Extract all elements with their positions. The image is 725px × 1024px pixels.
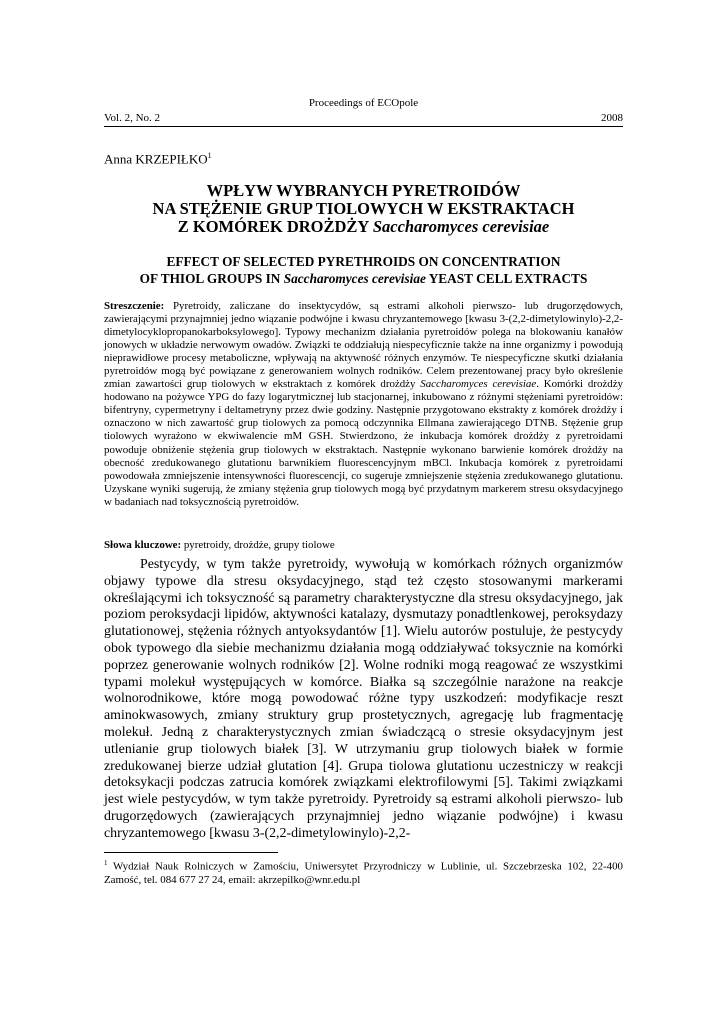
title-english xyxy=(104,254,623,287)
abstract xyxy=(104,300,623,509)
title-polish xyxy=(104,182,623,236)
keywords-text: pyretroidy, drożdże, grupy tiolowe xyxy=(181,539,335,551)
title-pl-line1: WPŁYW WYBRANYCH PYRETROIDÓW xyxy=(206,181,521,200)
author-footnote-mark: 1 xyxy=(207,151,212,160)
keywords xyxy=(104,539,623,551)
title-pl-line2: NA STĘŻENIE GRUP TIOLOWYCH W EKSTRAKTACH xyxy=(152,199,575,218)
author-text: Anna KRZEPIŁKO xyxy=(104,151,208,167)
title-pl-species: Saccharomyces cerevisiae xyxy=(372,217,550,236)
abstract-label: Streszczenie: xyxy=(104,300,165,312)
volume-row xyxy=(104,112,623,124)
body-paragraph: Pestycydy, w tym także pyretroidy, wywołują w komórkach różnych organizmów objawy typowe dla stresu oksydacyjnego, stąd też często stosowanymi markerami określającymi ich toksyczność są parametry charakterystyczne dla stresu oksydacyjnego, jak poziom peroksydacji lipidów, aktywności katalazy, dysmutazy ponadtlenkowej, peroksydazy glutationowej, stężenia różnych antyoksydantów [1]. Wielu autorów postuluje, że pestycydy obok typowego dla siebie mechanizmu działania mogą oddziaływać toksycznie na komórki poprzez generowanie wolnych rodników [2]. Wolne rodniki mogą reagować ze wszystkimi typami molekuł występujących w komórce. Białka są szczególnie narażone na reakcje wolnorodnikowe, które mogą powodować różne typy uszkodzeń: modyfikacje reszt aminokwasowych, zmiany struktury grup prostetycznych, agregację lub fragmentację molekuł. Jedną z charakterystycznych zmian świadczącą o stresie oksydacyjnym jest utlenianie grup tiolowych białek [3]. W utrzymaniu grup tiolowych białek w formie zredukowanej bierze udział glutation [4]. Grupa tiolowa glutationu uczestniczy w reakcji detoksykacji podczas zatrucia komórek związkami elektrofilowymi [5]. Takimi związkami jest wiele pestycydów, w tym także pyretroidy. Pyretroidy są estrami alkoholi pierwszo- lub drugorzędowych (zawierających przynajmniej jedno wiązanie podwójne) i kwasu chryzantemowego [kwasu 3-(2,2-dimetylowinylo)-2,2- xyxy=(104,557,623,841)
title-pl-line3 xyxy=(104,218,623,236)
footnote-mark: 1 xyxy=(104,859,108,867)
header-divider xyxy=(104,126,623,127)
volume-label: Vol. 2, No. 2 xyxy=(104,112,161,124)
journal-name: Proceedings of ECOpole xyxy=(308,97,419,109)
abstract-text-b: . Komórki drożdży hodowano na pożywce YPG do fazy logarytmicznej lub stacjonarnej, inkubowano z różnymi stężeniami pyretroidów: bifentryny, cypermetryny i deltametryny przez dwie godziny. Następnie przygotowano ekstrakty z komórek drożdży i oznaczono w nich zawartość grup tiolowych za pomocą odczynnika Ellmana zawierającego DTNB. Stężenie grup tiolowych wyrażono w ekwiwalencie mM GSH. Stwierdzono, że inkubacja komórek drożdży z pyretroidami powoduje obniżenie stężenia grup tiolowych w ekstraktach. Następnie wykonano barwienie komórek drożdży na obecność zredukowanego glutationu barwnikiem fluorescencyjnym mBCl. Inkubacja komórek z pyretroidami powodowała zmniejszenie intensywności fluorescencji, co sugeruje zmniejszenie stężenia zredukowanego glutationu. Uzyskane wyniki sugerują, że zmiany stężenia grup tiolowych mogą być przydatnym markerem stresu oksydacyjnego w badaniach nad toksycznością pyretroidów. xyxy=(104,378,623,508)
title-en-line1: EFFECT OF SELECTED PYRETHROIDS ON CONCENTRATION xyxy=(166,254,561,269)
title-en-line2-pre: OF THIOL GROUPS IN xyxy=(139,270,284,286)
footnote-divider xyxy=(104,852,278,853)
footnote-text: Wydział Nauk Rolniczych w Zamościu, Uniwersytet Przyrodniczy w Lublinie, ul. Szczebrzeska 102, 22-400 Zamość, tel. 084 677 27 24, email: akrzepilko@wnr.edu.pl xyxy=(104,860,623,887)
title-en-line2 xyxy=(104,271,623,288)
title-en-line2-post: YEAST CELL EXTRACTS xyxy=(425,270,588,286)
title-pl-line3-plain: Z KOMÓREK DROŻDŻY xyxy=(177,217,373,236)
keywords-label: Słowa kluczowe: xyxy=(104,539,182,551)
year-label: 2008 xyxy=(601,112,623,124)
abstract-text-a: Pyretroidy, zaliczane do insektycydów, są estrami alkoholi pierwszo- lub drugorzędowych, zawierającymi przynajmniej jedno wiązanie podwójne i kwasu chryzantemowego [kwasu 3-(2,2-dimetylowinylo)-2,2-dimetylocyklopropanokarboksylowego]. Typowy mechanizm działania pyretroidów polega na blokowaniu kanałów jonowych w układzie nerwowym owadów. Związki te oddziałują niespecyficznie także na inne organizmy i powodują nieprawidłowe procesy metaboliczne, wpływają na aktywność różnych enzymów. Te niespecyficzne skutki działania pyretroidów mogą być powiązane z generowaniem wolnych rodników. Celem prezentowanej pracy było określenie zmian zawartości grup tiolowych w ekstraktach z komórek drożdży xyxy=(104,300,623,391)
title-en-species: Saccharomyces cerevisiae xyxy=(283,270,426,286)
abstract-species: Saccharomyces cerevisiae xyxy=(420,378,537,391)
footnote xyxy=(104,857,623,888)
author-name xyxy=(104,151,212,167)
